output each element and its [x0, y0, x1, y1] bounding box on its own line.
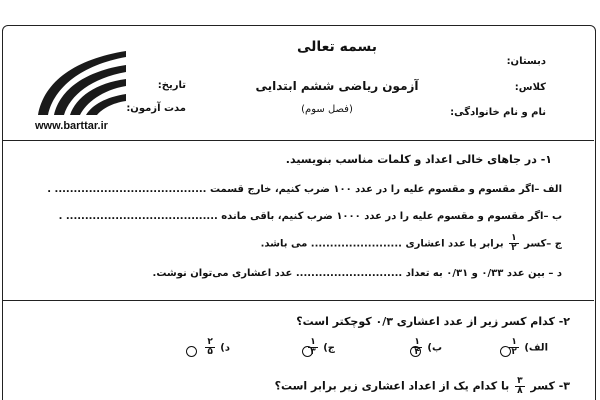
q3-title: [275, 377, 570, 396]
fraction-denominator: ۴: [414, 347, 420, 357]
section-divider: [3, 300, 594, 301]
q2-option-c-radio[interactable]: [302, 346, 313, 357]
header-divider: [3, 140, 594, 141]
option-label: د): [220, 342, 230, 354]
q1-item-c: [261, 234, 562, 253]
duration-label: مدت آزمون:: [126, 103, 186, 114]
fraction: [515, 377, 525, 396]
q2-option-a-radio[interactable]: [500, 346, 511, 357]
option-label: ج): [323, 342, 335, 354]
exam-title: آزمون ریاضی ششم ابتدایی: [255, 79, 419, 93]
option-label: الف): [524, 342, 548, 354]
school-label: دبستان:: [506, 56, 546, 67]
q3-prefix: ۳- کسر: [530, 379, 570, 393]
fraction-numerator: ۳: [517, 376, 523, 386]
q2-option-d-radio[interactable]: [186, 346, 197, 357]
q3-suffix: با کدام یک از اعداد اعشاری زیر برابر است؟: [274, 379, 510, 393]
fraction-numerator: ۲: [207, 337, 213, 347]
q2-option-b-radio[interactable]: [410, 346, 421, 357]
fraction-denominator: ۲: [511, 347, 517, 357]
q2-option-a: [507, 338, 548, 357]
q1-item-c-prefix: ج –کسر: [524, 238, 562, 250]
fraction-numerator: ۱: [414, 337, 420, 347]
q1-title: ۱- در جاهای خالی اعداد و کلمات مناسب بنویسید.: [285, 153, 552, 166]
fraction-denominator: ۳: [310, 347, 316, 357]
name-label: نام و نام خانوادگی:: [450, 107, 546, 118]
class-label: کلاس:: [514, 82, 546, 93]
fraction-denominator: ۸: [517, 386, 523, 396]
basmala: بسمه تعالی: [296, 39, 378, 55]
option-fraction: [509, 338, 519, 357]
fraction-denominator: ۵: [207, 347, 213, 357]
q2-option-d: [203, 338, 230, 357]
website-link[interactable]: www.barttar.ir: [35, 120, 108, 132]
option-label: ب): [427, 342, 442, 354]
date-label: تاریخ:: [157, 80, 186, 91]
q1-item-c-suffix: برابر با عدد اعشاری ........................ می باشد.: [260, 238, 504, 250]
q1-item-b: ب –اگر مقسوم و مقسوم علیه را در عدد ۱۰۰۰ ضرب کنیم، باقی مانده ........................................ .: [58, 211, 562, 222]
q2-title: ۲- کدام کسر زیر از عدد اعشاری ۰/۳ کوچکتر است؟: [296, 315, 570, 328]
fraction-numerator: ۱: [310, 337, 316, 347]
fraction-numerator: ۱: [511, 233, 517, 243]
q1-item-a: الف –اگر مقسوم و مقسوم علیه را در عدد ۱۰۰ ضرب کنیم، خارج قسمت ........................................ .: [47, 184, 562, 195]
fraction-numerator: ۱: [511, 337, 517, 347]
fraction-denominator: ۲: [511, 243, 517, 253]
barttar-logo-icon: [30, 45, 130, 117]
season-label: (فصل سوم): [301, 104, 353, 115]
option-fraction: [205, 338, 215, 357]
fraction: [509, 234, 519, 253]
q1-item-d: د – بین عدد ۰/۳۳ و ۰/۳۱ به تعداد ............................ عدد اعشاری می‌توان نوشت.: [152, 268, 562, 279]
